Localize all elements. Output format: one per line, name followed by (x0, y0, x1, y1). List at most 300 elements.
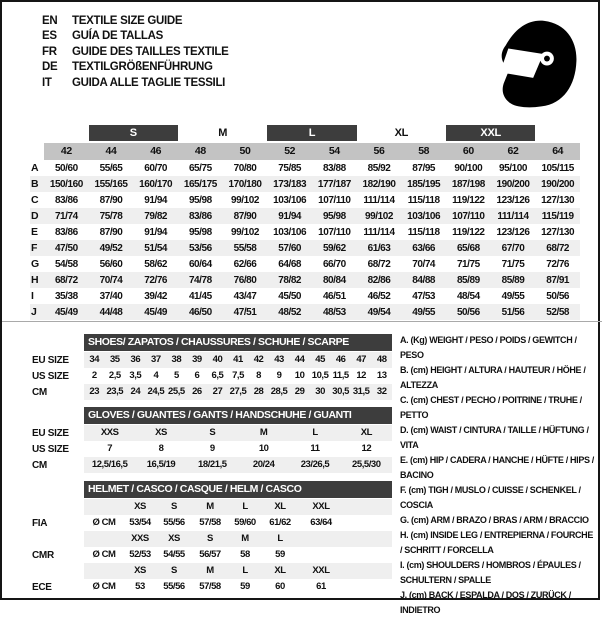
row-label: US SIZE (32, 370, 69, 382)
value-cell: 95/98 (322, 210, 346, 222)
value-cell: 45/49 (144, 306, 168, 318)
value-cell: 55/65 (99, 162, 123, 174)
value-cell: 59 (275, 549, 285, 560)
unit-cell (84, 531, 124, 547)
value-cell: 187/198 (451, 178, 485, 190)
size-group-s: S (89, 125, 178, 141)
value-cell: 55/56 (163, 581, 185, 592)
language-code: IT (42, 76, 52, 89)
measure-row-i (30, 288, 580, 304)
value-cell: 91/94 (144, 194, 168, 206)
legend-item-d: D. (cm) WAIST / CINTURA / TAILLE / HÜFTUNG / VITA (400, 425, 589, 450)
value-cell: 70/74 (412, 258, 436, 270)
value-cell: 85/89 (456, 274, 480, 286)
value-cell: 9 (276, 370, 282, 381)
value-cell: 91/94 (278, 210, 302, 222)
gloves-row (32, 425, 392, 441)
size-col-48: 48 (178, 143, 223, 160)
value-cell: S (192, 531, 228, 547)
value-cell: 23,5 (105, 384, 126, 400)
value-cell: 44/48 (99, 306, 123, 318)
value-cell: 51/54 (144, 242, 168, 254)
value-cell: 8 (158, 443, 164, 454)
value-cell: 28 (248, 384, 269, 400)
helmet-table-title: HELMET / CASCO / CASQUE / HELM / CASCO (84, 481, 392, 498)
guide-title: GUÍA DE TALLAS (72, 30, 163, 43)
guide-title: TEXTILGRÖßENFÜHRUNG (72, 61, 213, 74)
size-group-m: M (218, 127, 228, 139)
value-cell: 60/64 (188, 258, 212, 270)
value-cell: 72/76 (144, 274, 168, 286)
value-cell: S (156, 499, 192, 515)
language-title-list (42, 13, 229, 91)
value-cell: 111/114 (363, 194, 395, 206)
row-label: CMR (32, 549, 54, 561)
value-cell: 87/90 (99, 226, 123, 238)
value-cell: 31,5 (351, 384, 372, 400)
value-cell: 119/122 (452, 194, 485, 206)
value-cell: 54/58 (54, 258, 78, 270)
language-row (42, 44, 229, 60)
gloves-row (32, 441, 392, 457)
row-letter: B (31, 178, 39, 190)
value-cell: 107/110 (318, 194, 351, 206)
measure-row-a (30, 160, 580, 176)
value-cell: 48/53 (322, 306, 346, 318)
value-cell: 87/95 (412, 162, 436, 174)
value-cell: 119/122 (452, 226, 485, 238)
value-cell: 43/47 (233, 290, 257, 302)
helmet-row-cmr (32, 547, 392, 563)
value-cell: 115/118 (407, 226, 440, 238)
value-cell: 99/102 (231, 194, 259, 206)
value-cell: 115/119 (541, 210, 574, 222)
row-label: EU SIZE (32, 354, 69, 366)
value-cell: 68/72 (546, 242, 570, 254)
value-cell: 58/62 (144, 258, 168, 270)
value-cell: 46/50 (188, 306, 212, 318)
row-label: CM (32, 386, 47, 398)
value-cell: 10,5 (311, 370, 329, 381)
value-cell: 49/54 (367, 306, 391, 318)
value-cell: 70/74 (99, 274, 123, 286)
size-group-xxl: XXL (446, 125, 535, 141)
value-cell: 85/92 (367, 162, 391, 174)
value-cell: 160/170 (139, 178, 173, 190)
value-cell: 47/50 (54, 242, 78, 254)
value-cell: 49/55 (412, 306, 436, 318)
racing-helmet-icon (489, 16, 581, 114)
value-cell: 57/58 (199, 581, 221, 592)
size-group-l: L (267, 125, 356, 141)
language-row (42, 60, 229, 76)
helmet-table (32, 481, 392, 595)
value-cell: 57/60 (278, 242, 302, 254)
measure-row-d (30, 208, 580, 224)
value-cell: 111/114 (363, 226, 395, 238)
row-letter: C (31, 194, 39, 206)
value-cell: 173/183 (273, 178, 307, 190)
value-cell: 82/86 (367, 274, 391, 286)
shoes-row (32, 384, 392, 400)
value-cell: 45/49 (54, 306, 78, 318)
row-letter: J (31, 306, 37, 318)
value-cell: M (192, 563, 228, 579)
value-cell: 12 (356, 370, 367, 381)
value-cell: 127/130 (541, 226, 575, 238)
value-cell: 35 (105, 352, 126, 368)
value-cell: 105/115 (541, 162, 574, 174)
value-cell: 10 (294, 370, 305, 381)
value-cell: 47/53 (412, 290, 436, 302)
language-code: ES (42, 30, 57, 43)
value-cell: 87/90 (233, 210, 257, 222)
row-letter: I (31, 290, 34, 302)
size-col-44: 44 (89, 143, 134, 160)
value-cell: 91/94 (144, 226, 168, 238)
value-cell: 59 (240, 581, 250, 592)
value-cell: 43 (269, 352, 290, 368)
value-cell: 68/72 (54, 274, 78, 286)
value-cell: 83/86 (188, 210, 212, 222)
value-cell: 32 (371, 384, 392, 400)
language-code: EN (42, 14, 58, 27)
size-col-64: 64 (535, 143, 580, 160)
row-letter: G (31, 258, 40, 270)
value-cell: L (228, 499, 262, 515)
value-cell: 49/55 (501, 290, 525, 302)
value-cell: 99/102 (365, 210, 393, 222)
value-cell (298, 547, 344, 563)
value-cell: 5 (173, 370, 179, 381)
value-cell: 65/68 (456, 242, 480, 254)
value-cell: 20/24 (238, 457, 289, 473)
value-cell: 70/80 (233, 162, 257, 174)
row-letter: A (31, 162, 39, 174)
value-cell: 34 (84, 352, 105, 368)
shoes-row (32, 352, 392, 368)
legend-item-a: A. (Kg) WEIGHT / PESO / POIDS / GEWITCH / PESO (400, 335, 577, 360)
value-cell: 99/102 (231, 226, 259, 238)
legend-item-h: H. (cm) INSIDE LEG / ENTREPIERNA / FOURCHE / SCHRITT / FORCELLA (400, 530, 593, 555)
value-cell: 115/118 (407, 194, 440, 206)
value-cell: 6 (194, 370, 200, 381)
value-cell: S (187, 425, 238, 441)
value-cell: 26 (187, 384, 208, 400)
size-col-54: 54 (312, 143, 357, 160)
value-cell: 45 (310, 352, 331, 368)
value-cell: 182/190 (362, 178, 396, 190)
helmet-row-fia (32, 515, 392, 531)
unit-cell (84, 499, 124, 515)
value-cell: 65/75 (188, 162, 212, 174)
language-row (42, 29, 229, 45)
value-cell: L (262, 531, 298, 547)
value-cell: 7,5 (232, 370, 244, 381)
value-cell: 47 (351, 352, 372, 368)
value-cell: 61 (316, 581, 326, 592)
value-cell: 30 (310, 384, 331, 400)
value-cell: 66/70 (322, 258, 346, 270)
value-cell: 49/52 (99, 242, 123, 254)
value-cell: 127/130 (541, 194, 575, 206)
measure-row-g (30, 256, 580, 272)
value-cell: 37/40 (99, 290, 123, 302)
value-cell: 80/84 (322, 274, 346, 286)
measure-row-c (30, 192, 580, 208)
value-cell: 18/21,5 (187, 457, 238, 473)
textile-size-table (30, 124, 580, 320)
unit-cell: Ø CM (92, 581, 116, 592)
row-label: CM (32, 459, 47, 471)
size-col-42: 42 (44, 143, 89, 160)
row-label: EU SIZE (32, 427, 69, 439)
value-cell: 47/51 (233, 306, 257, 318)
value-cell: 4 (153, 370, 159, 381)
value-cell: 48/52 (278, 306, 302, 318)
value-cell: 170/180 (228, 178, 262, 190)
value-cell: 63/64 (310, 517, 332, 528)
row-letter: D (31, 210, 39, 222)
helmet-row (32, 499, 392, 515)
value-cell: 57/58 (199, 517, 221, 528)
size-col-46: 46 (133, 143, 178, 160)
value-cell: 58 (240, 549, 250, 560)
value-cell: 51/56 (501, 306, 525, 318)
value-cell: 95/98 (188, 226, 212, 238)
value-cell: 59/62 (322, 242, 346, 254)
value-cell: XS (156, 531, 192, 547)
value-cell: 190/200 (541, 178, 575, 190)
value-cell: 75/78 (99, 210, 123, 222)
lower-tables (32, 334, 392, 595)
value-cell: 41 (228, 352, 249, 368)
value-cell: 95/98 (188, 194, 212, 206)
value-cell: 40 (207, 352, 228, 368)
row-label: ECE (32, 581, 52, 593)
value-cell: 16,5/19 (135, 457, 186, 473)
measurement-legend (400, 333, 594, 618)
value-cell: 60 (275, 581, 285, 592)
legend-item-i: I. (cm) SHOULDERS / HOMBROS / ÉPAULES / SCHULTERN / SPALLE (400, 560, 581, 585)
row-letter: E (31, 226, 39, 238)
value-cell: 46/51 (322, 290, 346, 302)
guide-title: GUIDA ALLE TAGLIE TESSILI (72, 76, 226, 89)
value-cell: XXL (298, 499, 344, 515)
row-letter: H (31, 274, 39, 286)
value-cell: 23/26,5 (289, 457, 340, 473)
value-cell: 52/58 (546, 306, 570, 318)
value-cell: XS (135, 425, 186, 441)
value-cell: 25,5/30 (341, 457, 392, 473)
value-cell: XL (262, 563, 298, 579)
value-cell: 28,5 (269, 384, 290, 400)
value-cell: 2,5 (108, 370, 121, 381)
value-cell: 8 (256, 370, 261, 381)
size-col-62: 62 (491, 143, 536, 160)
value-cell: 42 (248, 352, 269, 368)
value-cell: 85/89 (501, 274, 525, 286)
value-cell: 107/110 (318, 226, 351, 238)
row-label: FIA (32, 517, 48, 529)
value-cell: 23 (84, 384, 105, 400)
helmet-row (32, 531, 392, 547)
value-cell: M (238, 425, 289, 441)
language-row (42, 75, 229, 91)
value-cell: 9 (209, 443, 215, 454)
guide-title: GUIDE DES TAILLES TEXTILE (72, 45, 229, 58)
value-cell: 11,5 (332, 370, 349, 381)
value-cell: 56/60 (99, 258, 123, 270)
value-cell: 103/106 (273, 226, 307, 238)
value-cell: 3,5 (129, 370, 142, 381)
value-cell: XS (124, 499, 156, 515)
legend-item-j: J. (cm) BACK / ESPALDA / DOS / ZURÜCK / INDIETRO (400, 590, 571, 615)
value-cell: S (156, 563, 192, 579)
filler-cell (344, 547, 392, 563)
legend-item-g: G. (cm) ARM / BRAZO / BRAS / ARM / BRACCIO (400, 515, 589, 525)
value-cell: 61/63 (367, 242, 391, 254)
unit-cell: Ø CM (92, 517, 116, 528)
measure-row-b (30, 176, 580, 192)
value-cell: XXS (124, 531, 156, 547)
value-cell: 29 (289, 384, 310, 400)
value-cell: 67/70 (501, 242, 525, 254)
value-cell: 13 (376, 370, 387, 381)
value-cell: 53/56 (188, 242, 212, 254)
value-cell: 111/114 (497, 210, 529, 222)
value-cell: 84/88 (412, 274, 436, 286)
value-cell: 10 (258, 443, 269, 454)
guide-title: TEXTILE SIZE GUIDE (72, 14, 183, 27)
value-cell: 55/56 (163, 517, 185, 528)
value-cell: 76/80 (233, 274, 257, 286)
value-cell: 103/106 (273, 194, 307, 206)
language-row (42, 13, 229, 29)
value-cell: 165/175 (183, 178, 217, 190)
value-cell: XL (262, 499, 298, 515)
value-cell: M (228, 531, 262, 547)
value-cell: 87/91 (546, 274, 570, 286)
filler-cell (344, 579, 392, 595)
value-cell: 52/53 (129, 549, 151, 560)
value-cell: 150/160 (49, 178, 83, 190)
value-cell: 25,5 (166, 384, 187, 400)
size-col-60: 60 (446, 143, 491, 160)
value-cell: 83/88 (322, 162, 346, 174)
filler-cell (344, 531, 392, 547)
value-cell: 2 (91, 370, 97, 381)
value-cell: 87/90 (99, 194, 123, 206)
value-cell: 60/70 (144, 162, 168, 174)
value-cell: 48 (371, 352, 392, 368)
legend-item-e: E. (cm) HIP / CADERA / HANCHE / HÜFTE / HIPS / BACINO (400, 455, 594, 480)
value-cell: 56/57 (199, 549, 221, 560)
value-cell: 62/66 (233, 258, 257, 270)
value-cell: XL (341, 425, 392, 441)
value-cell: 27,5 (228, 384, 249, 400)
value-cell: 72/76 (546, 258, 570, 270)
legend-item-c: C. (cm) CHEST / PECHO / POITRINE / TRUHE / PETTO (400, 395, 582, 420)
measure-row-h (30, 272, 580, 288)
value-cell: 63/66 (412, 242, 436, 254)
value-cell: 37 (146, 352, 167, 368)
helmet-row-ece (32, 579, 392, 595)
value-cell: 12,5/16,5 (84, 457, 135, 473)
value-cell: 41/45 (188, 290, 212, 302)
value-cell: 71/75 (501, 258, 525, 270)
value-cell: 79/82 (144, 210, 168, 222)
value-cell: 24 (125, 384, 146, 400)
value-cell: 53/54 (129, 517, 151, 528)
measure-row-f (30, 240, 580, 256)
value-cell: 11 (310, 443, 320, 454)
size-group-row (30, 124, 580, 142)
language-code: FR (42, 45, 57, 58)
value-cell: 30,5 (330, 384, 351, 400)
value-cell: 38 (166, 352, 187, 368)
gloves-table-title: GLOVES / GUANTES / GANTS / HANDSCHUHE / GUANTI (84, 407, 392, 424)
size-number-header (30, 143, 580, 160)
size-col-50: 50 (223, 143, 268, 160)
value-cell: 68/72 (367, 258, 391, 270)
value-cell: 75/85 (278, 162, 302, 174)
value-cell: 39/42 (144, 290, 168, 302)
value-cell: 177/187 (317, 178, 351, 190)
value-cell: 55/58 (233, 242, 257, 254)
value-cell: 185/195 (407, 178, 441, 190)
legend-item-f: F. (cm) TIGH / MUSLO / CUISSE / SCHENKEL / COSCIA (400, 485, 581, 510)
value-cell: 78/82 (278, 274, 302, 286)
value-cell: 50/60 (54, 162, 78, 174)
value-cell: 35/38 (54, 290, 78, 302)
value-cell: 36 (125, 352, 146, 368)
value-cell: XXL (298, 563, 344, 579)
value-cell: 155/165 (94, 178, 128, 190)
value-cell: 53 (135, 581, 145, 592)
value-cell: 71/74 (54, 210, 78, 222)
measure-row-e (30, 224, 580, 240)
value-cell: 59/60 (234, 517, 256, 528)
filler-cell (344, 515, 392, 531)
value-cell: XS (124, 563, 156, 579)
value-cell: 123/126 (496, 194, 530, 206)
value-cell: 46/52 (367, 290, 391, 302)
size-col-58: 58 (401, 143, 446, 160)
value-cell: 74/78 (188, 274, 212, 286)
value-cell: 48/54 (456, 290, 480, 302)
value-cell: 54/55 (163, 549, 185, 560)
value-cell: 46 (330, 352, 351, 368)
filler-cell (344, 499, 392, 515)
value-cell: 61/62 (269, 517, 291, 528)
row-letter: F (31, 242, 38, 254)
value-cell: M (192, 499, 228, 515)
filler-cell (344, 563, 392, 579)
language-code: DE (42, 61, 58, 74)
value-cell: 12 (361, 443, 372, 454)
value-cell: XXS (84, 425, 135, 441)
value-cell: 103/106 (407, 210, 441, 222)
value-cell: L (289, 425, 340, 441)
value-cell: 50/56 (546, 290, 570, 302)
unit-cell: Ø CM (92, 549, 116, 560)
shoes-table-title: SHOES/ ZAPATOS / CHAUSSURES / SCHUHE / SCARPE (84, 334, 392, 351)
value-cell: 45/50 (278, 290, 302, 302)
helmet-row (32, 563, 392, 579)
value-cell: 24,5 (146, 384, 167, 400)
legend-item-b: B. (cm) HEIGHT / ALTURA / HAUTEUR / HÖHE / ALTEZZA (400, 365, 586, 390)
